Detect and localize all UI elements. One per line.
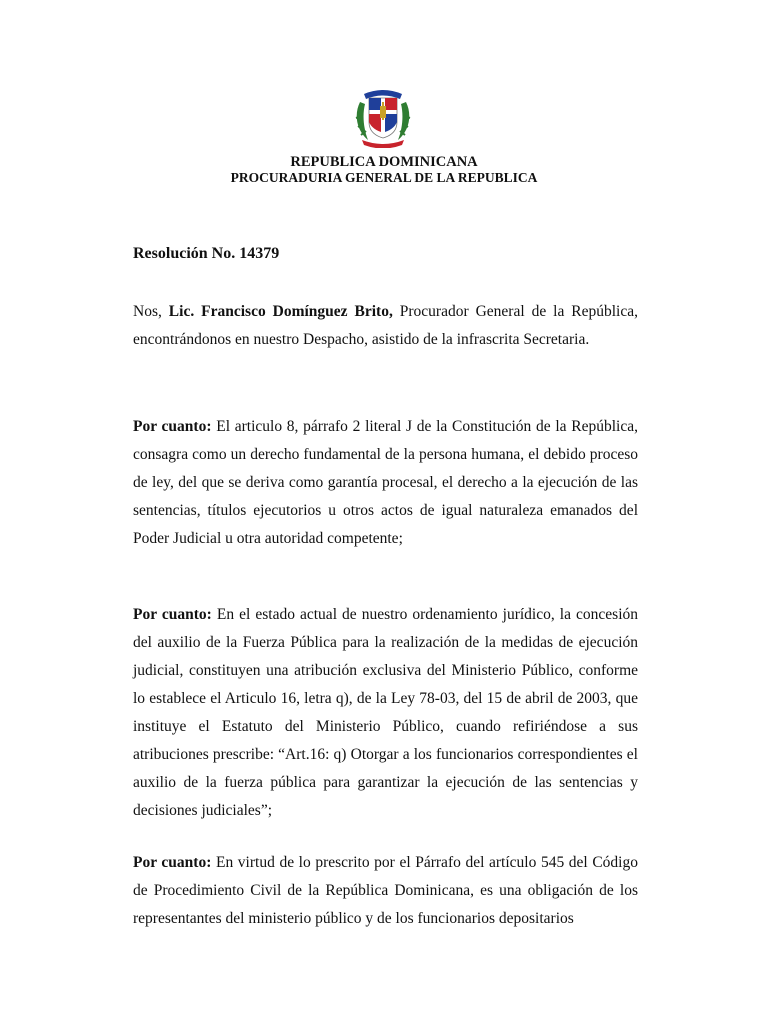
consideration-text: El articulo 8, párrafo 2 literal J de la Constitución de la República, consagra como un derecho fundamental de la persona humana, el debido proceso de ley, del que se deriva como garantía procesal, el derecho a la ejecución de las sentencias, títulos ejecutorios u otros actos de igual naturaleza emanados del Poder Judicial u otra autoridad competente; [133, 418, 639, 547]
consideration-label: Por cuanto: [133, 854, 212, 871]
intro-paragraph [133, 298, 638, 354]
document-header [0, 154, 768, 186]
consideration-text: En virtud de lo prescrito por el Párrafo del artículo 545 del Código de Procedimiento Civil de la República Dominicana, es una obligación de los representantes del ministerio público y de los funcionarios depositarios [133, 854, 638, 927]
consideration-label: Por cuanto: [133, 418, 212, 435]
consideration-paragraph [133, 601, 638, 825]
institution-heading: PROCURADURIA GENERAL DE LA REPUBLICA [230, 170, 538, 185]
intro-pre: Nos, [133, 303, 169, 320]
country-heading: REPUBLICA DOMINICANA [290, 154, 478, 170]
consideration-label: Por cuanto: [133, 606, 212, 623]
resolution-number: Resolución No. 14379 [133, 245, 280, 262]
intro-text: Procurador General de la República, encontrándonos en nuestro Despacho, asistido de la infrascrita Secretaria. [133, 303, 638, 348]
official-name: Lic. Francisco Domínguez Brito, [168, 303, 393, 320]
consideration-paragraph [133, 413, 638, 553]
consideration-text: En el estado actual de nuestro ordenamiento jurídico, la concesión del auxilio de la Fuerza Pública para la realización de la medidas de ejecución judicial, constituyen una atribución exclusiva del Ministerio Público, conforme lo establece el Articulo 16, letra q), de la Ley 78-03, del 15 de abril de 2003, que instituye el Estatuto del Ministerio Público, cuando refiriéndose a sus atribuciones prescribe: “Art.16: q) Otorgar a los funcionarios correspondientes el auxilio de la fuerza pública para garantizar la ejecución de las sentencias y decisiones judiciales”; [133, 606, 638, 819]
consideration-paragraph [133, 849, 638, 933]
coat-of-arms-icon [352, 84, 414, 148]
